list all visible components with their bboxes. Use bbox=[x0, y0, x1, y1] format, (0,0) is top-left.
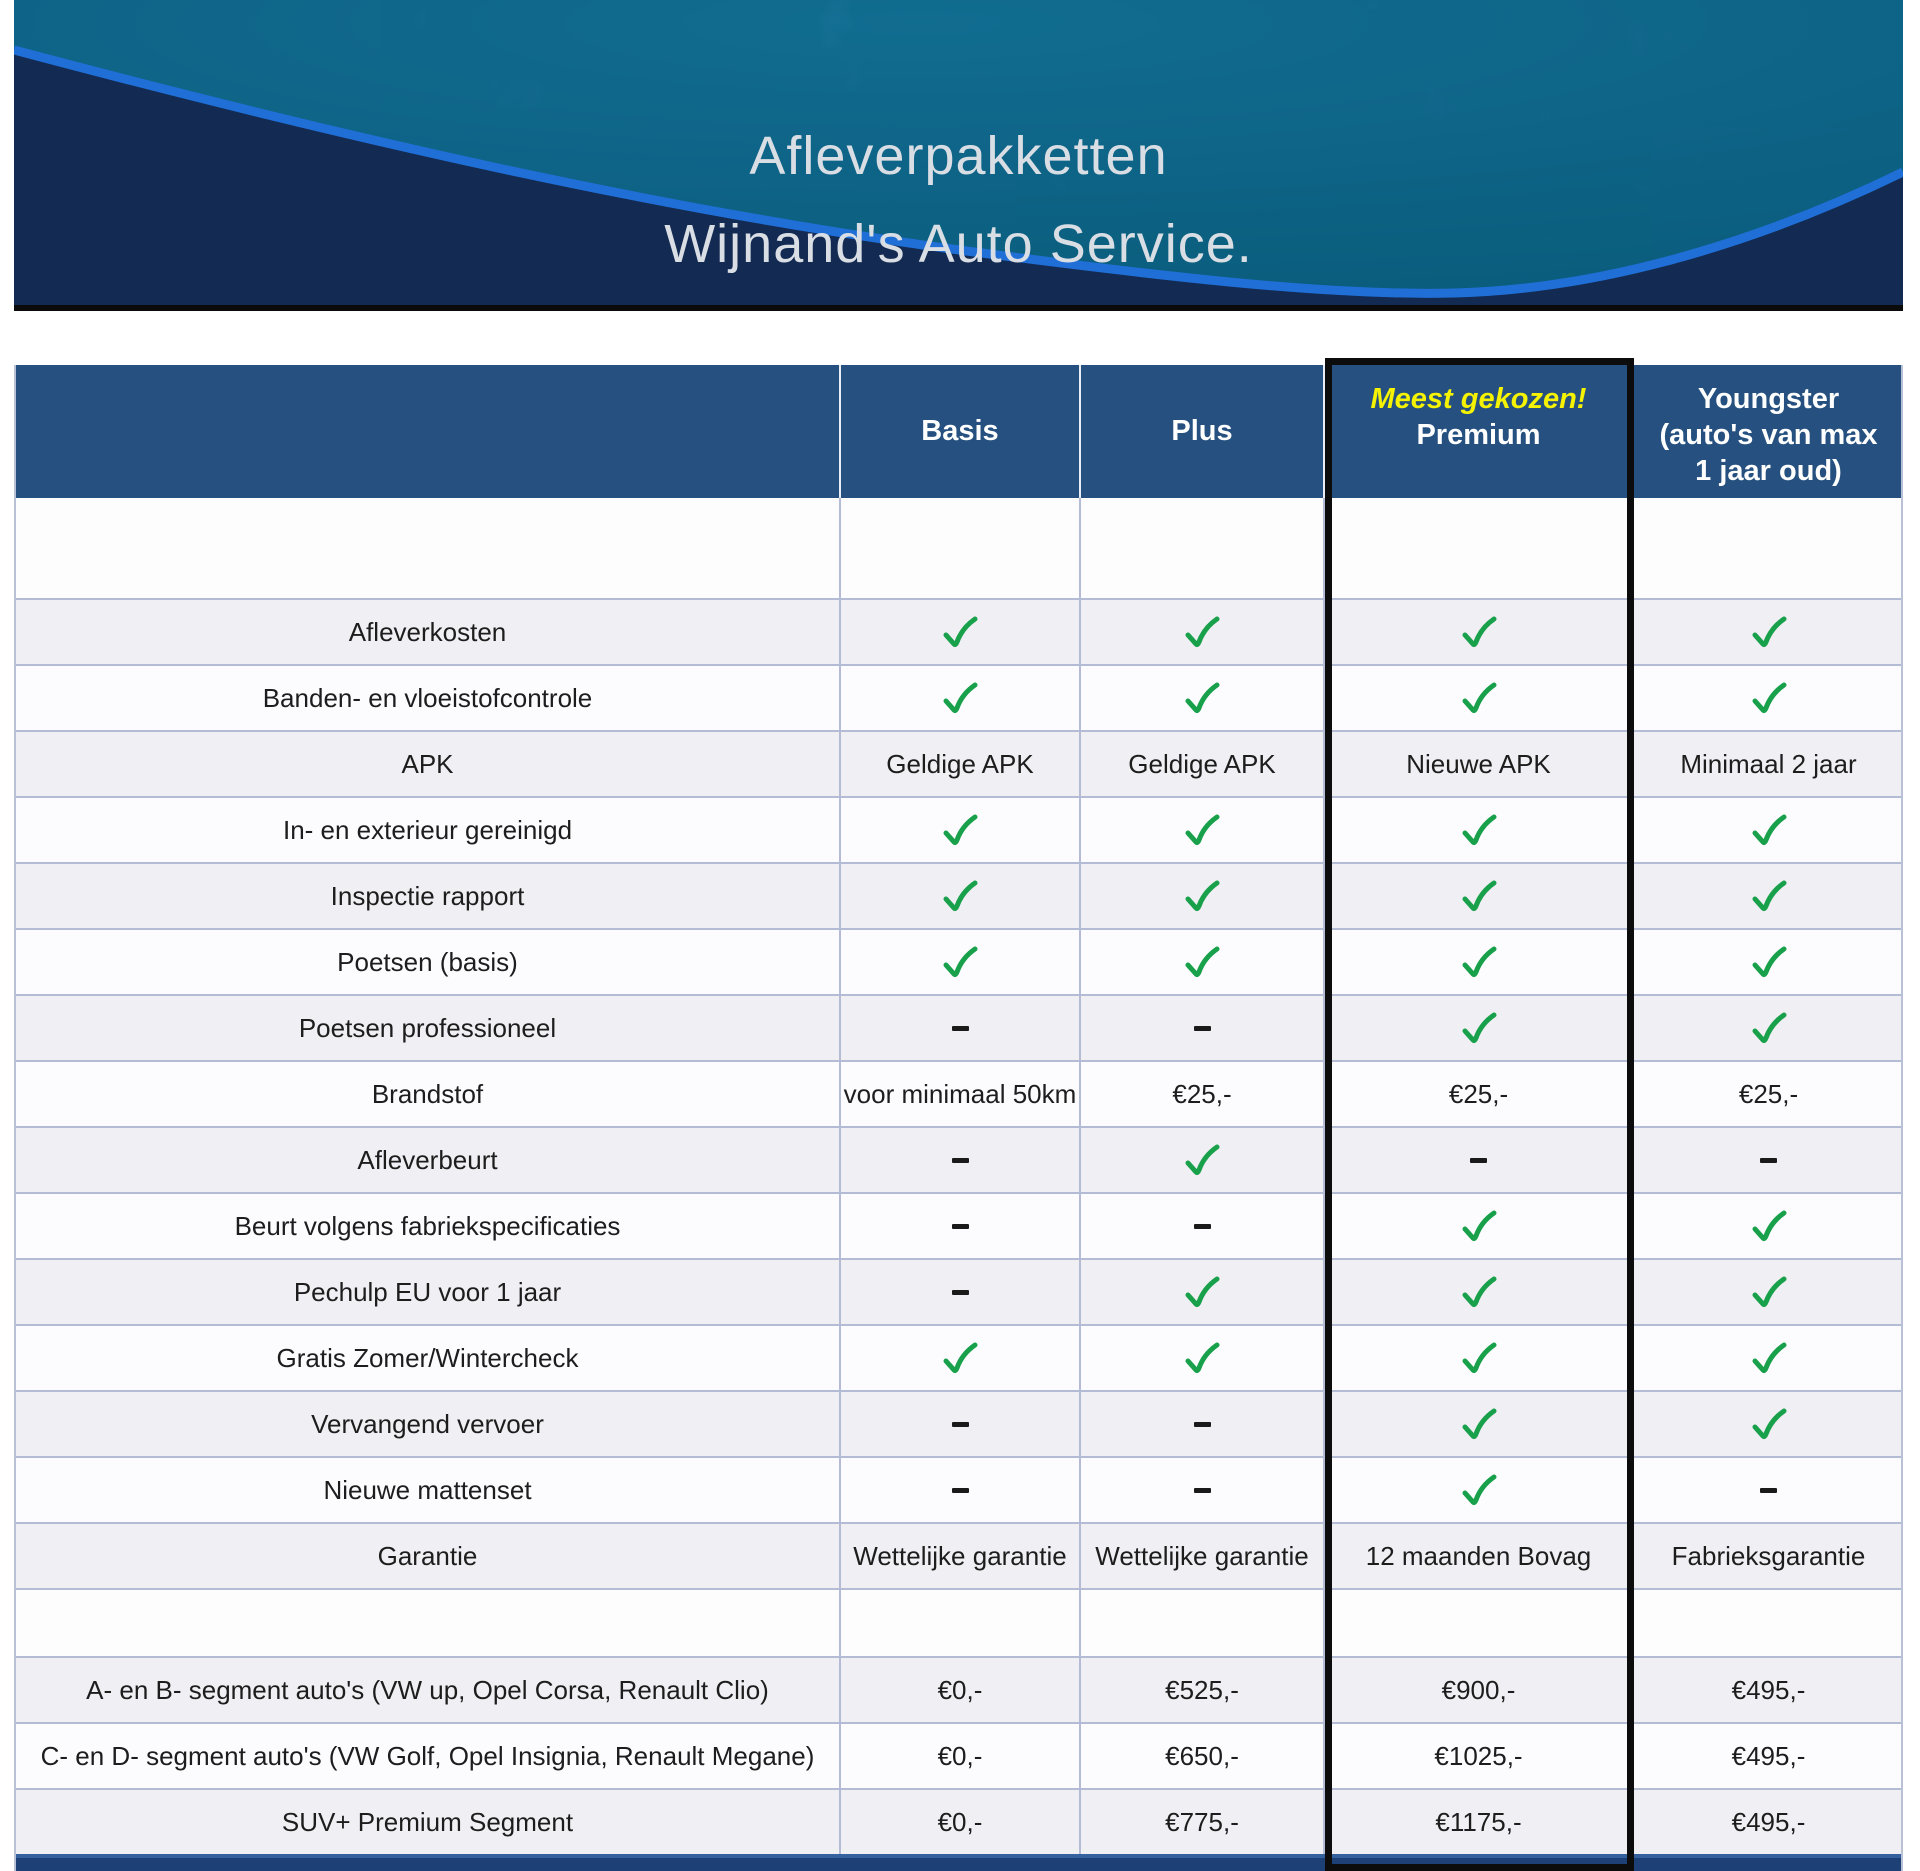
feature-label: Gratis Zomer/Wintercheck bbox=[276, 1342, 579, 1373]
value-cell-premium bbox=[1323, 930, 1632, 994]
check-icon bbox=[1183, 814, 1221, 847]
header-premium-label: Premium bbox=[1416, 419, 1541, 451]
check-icon bbox=[1750, 616, 1788, 649]
feature-label: Brandstof bbox=[371, 1078, 484, 1109]
feature-row bbox=[16, 1192, 1901, 1258]
dash-icon bbox=[1194, 1224, 1211, 1229]
empty-cell-youngster bbox=[1632, 1590, 1903, 1656]
check-icon bbox=[1460, 1276, 1498, 1309]
banner bbox=[14, 0, 1903, 311]
value-cell-youngster bbox=[1632, 996, 1903, 1060]
feature-row bbox=[16, 730, 1901, 796]
value-cell-youngster bbox=[1632, 864, 1903, 928]
value-cell-plus bbox=[1079, 666, 1323, 730]
dash-icon bbox=[1470, 1158, 1487, 1163]
feature-row bbox=[16, 1456, 1901, 1522]
check-icon bbox=[941, 814, 979, 847]
value-cell-basis bbox=[839, 930, 1079, 994]
value-cell-basis bbox=[839, 666, 1079, 730]
title-line-1: Afleverpakketten bbox=[749, 126, 1168, 186]
value-cell-basis: €0,- bbox=[839, 1658, 1079, 1722]
value-cell-premium bbox=[1323, 600, 1632, 664]
value-cell-plus: €525,- bbox=[1079, 1658, 1323, 1722]
check-icon bbox=[1460, 880, 1498, 913]
empty-cell-plus bbox=[1079, 1590, 1323, 1656]
value-cell-premium bbox=[1323, 666, 1632, 730]
feature-row bbox=[16, 598, 1901, 664]
feature-row bbox=[16, 1522, 1901, 1588]
dash-icon bbox=[952, 1158, 969, 1163]
feature-label: Garantie bbox=[377, 1540, 478, 1571]
value-cell-plus: €650,- bbox=[1079, 1724, 1323, 1788]
value-cell-youngster: €495,- bbox=[1632, 1724, 1903, 1788]
feature-row bbox=[16, 1258, 1901, 1324]
dash-icon bbox=[1194, 1026, 1211, 1031]
feature-label: Poetsen professioneel bbox=[298, 1012, 557, 1043]
value-cell-basis: €0,- bbox=[839, 1724, 1079, 1788]
check-icon bbox=[1750, 1408, 1788, 1441]
check-icon bbox=[1750, 1342, 1788, 1375]
value-cell-premium bbox=[1323, 1260, 1632, 1324]
empty-cell bbox=[16, 498, 839, 598]
value-cell-basis bbox=[839, 1392, 1079, 1456]
value-cell-premium bbox=[1323, 1392, 1632, 1456]
check-icon bbox=[1460, 814, 1498, 847]
value-cell-plus bbox=[1079, 1392, 1323, 1456]
check-icon bbox=[941, 880, 979, 913]
value-cell-basis bbox=[839, 1260, 1079, 1324]
empty-cell bbox=[16, 1590, 839, 1656]
value-cell-premium bbox=[1323, 1128, 1632, 1192]
check-icon bbox=[1183, 880, 1221, 913]
value-cell-basis: Geldige APK bbox=[839, 732, 1079, 796]
check-icon bbox=[1750, 1210, 1788, 1243]
dash-icon bbox=[952, 1422, 969, 1427]
value-cell-premium: Nieuwe APK bbox=[1323, 732, 1632, 796]
value-cell-premium bbox=[1323, 1458, 1632, 1522]
value-cell-plus bbox=[1079, 1458, 1323, 1522]
dash-icon bbox=[1194, 1422, 1211, 1427]
check-icon bbox=[941, 616, 979, 649]
spacer-row bbox=[16, 1588, 1901, 1656]
table-body bbox=[16, 498, 1901, 1854]
most-chosen-badge: Meest gekozen! bbox=[1370, 383, 1587, 415]
value-cell-plus: €25,- bbox=[1079, 1062, 1323, 1126]
value-cell-plus bbox=[1079, 864, 1323, 928]
value-cell-premium bbox=[1323, 864, 1632, 928]
value-cell-youngster: Fabrieksgarantie bbox=[1632, 1524, 1903, 1588]
banner-title bbox=[14, 112, 1903, 288]
feature-row bbox=[16, 862, 1901, 928]
value-cell-premium: €900,- bbox=[1323, 1658, 1632, 1722]
feature-row bbox=[16, 1126, 1901, 1192]
check-icon bbox=[1750, 880, 1788, 913]
value-cell-plus bbox=[1079, 1260, 1323, 1324]
feature-label: A- en B- segment auto's (VW up, Opel Corsa, Renault Clio) bbox=[86, 1674, 769, 1705]
feature-label: Poetsen (basis) bbox=[337, 946, 518, 977]
value-cell-premium: 12 maanden Bovag bbox=[1323, 1524, 1632, 1588]
dash-icon bbox=[952, 1224, 969, 1229]
feature-row bbox=[16, 1060, 1901, 1126]
value-cell-plus bbox=[1079, 600, 1323, 664]
feature-label: Beurt volgens fabriekspecificaties bbox=[234, 1210, 621, 1241]
feature-label: Afleverkosten bbox=[348, 616, 507, 647]
check-icon bbox=[1460, 1408, 1498, 1441]
value-cell-basis bbox=[839, 996, 1079, 1060]
dash-icon bbox=[1194, 1488, 1211, 1493]
value-cell-youngster: €495,- bbox=[1632, 1790, 1903, 1854]
value-cell-plus: Geldige APK bbox=[1079, 732, 1323, 796]
dash-icon bbox=[1760, 1158, 1777, 1163]
value-cell-youngster: €25,- bbox=[1632, 1062, 1903, 1126]
title-line-2: Wijnand's Auto Service. bbox=[664, 214, 1253, 274]
check-icon bbox=[1460, 1342, 1498, 1375]
value-cell-premium bbox=[1323, 996, 1632, 1060]
header-feature-cell bbox=[16, 365, 839, 498]
check-icon bbox=[1460, 1474, 1498, 1507]
check-icon bbox=[1460, 946, 1498, 979]
check-icon bbox=[941, 1342, 979, 1375]
dash-icon bbox=[1760, 1488, 1777, 1493]
header-plus: Plus bbox=[1079, 365, 1323, 498]
value-cell-premium bbox=[1323, 1326, 1632, 1390]
feature-label: Afleverbeurt bbox=[357, 1144, 498, 1175]
feature-row bbox=[16, 994, 1901, 1060]
value-cell-plus bbox=[1079, 996, 1323, 1060]
feature-label: SUV+ Premium Segment bbox=[281, 1806, 574, 1837]
check-icon bbox=[1460, 682, 1498, 715]
value-cell-youngster bbox=[1632, 1260, 1903, 1324]
check-icon bbox=[1750, 682, 1788, 715]
value-cell-premium: €25,- bbox=[1323, 1062, 1632, 1126]
empty-cell-premium bbox=[1323, 498, 1632, 598]
value-cell-basis bbox=[839, 1128, 1079, 1192]
feature-label: Inspectie rapport bbox=[330, 880, 525, 911]
feature-label: Nieuwe mattenset bbox=[323, 1474, 532, 1505]
pricing-table bbox=[14, 365, 1903, 1871]
check-icon bbox=[1750, 946, 1788, 979]
value-cell-premium bbox=[1323, 798, 1632, 862]
price-row bbox=[16, 1722, 1901, 1788]
value-cell-plus bbox=[1079, 1326, 1323, 1390]
empty-cell-basis bbox=[839, 498, 1079, 598]
check-icon bbox=[1183, 946, 1221, 979]
check-icon bbox=[1183, 1276, 1221, 1309]
check-icon bbox=[1460, 1012, 1498, 1045]
price-row bbox=[16, 1656, 1901, 1722]
value-cell-premium: €1175,- bbox=[1323, 1790, 1632, 1854]
value-cell-youngster bbox=[1632, 1392, 1903, 1456]
check-icon bbox=[1750, 814, 1788, 847]
value-cell-basis bbox=[839, 798, 1079, 862]
empty-cell-youngster bbox=[1632, 498, 1903, 598]
check-icon bbox=[1750, 1276, 1788, 1309]
value-cell-plus bbox=[1079, 1128, 1323, 1192]
check-icon bbox=[941, 946, 979, 979]
header-youngster: Youngster (auto's van max 1 jaar oud) bbox=[1632, 365, 1903, 498]
feature-label: Banden- en vloeistofcontrole bbox=[262, 682, 593, 713]
value-cell-basis: €0,- bbox=[839, 1790, 1079, 1854]
value-cell-premium: €1025,- bbox=[1323, 1724, 1632, 1788]
feature-label: In- en exterieur gereinigd bbox=[282, 814, 573, 845]
check-icon bbox=[1183, 682, 1221, 715]
feature-row bbox=[16, 1324, 1901, 1390]
check-icon bbox=[1183, 1144, 1221, 1177]
feature-row bbox=[16, 928, 1901, 994]
feature-row bbox=[16, 664, 1901, 730]
value-cell-youngster bbox=[1632, 600, 1903, 664]
header-premium bbox=[1323, 365, 1632, 498]
check-icon bbox=[1183, 616, 1221, 649]
value-cell-youngster bbox=[1632, 1128, 1903, 1192]
value-cell-plus bbox=[1079, 798, 1323, 862]
value-cell-premium bbox=[1323, 1194, 1632, 1258]
check-icon bbox=[1750, 1012, 1788, 1045]
value-cell-youngster bbox=[1632, 1194, 1903, 1258]
value-cell-youngster bbox=[1632, 666, 1903, 730]
header-basis: Basis bbox=[839, 365, 1079, 498]
value-cell-basis bbox=[839, 600, 1079, 664]
empty-cell-plus bbox=[1079, 498, 1323, 598]
feature-label: Pechulp EU voor 1 jaar bbox=[293, 1276, 562, 1307]
check-icon bbox=[941, 682, 979, 715]
value-cell-plus: Wettelijke garantie bbox=[1079, 1524, 1323, 1588]
value-cell-youngster bbox=[1632, 1458, 1903, 1522]
spacer-row bbox=[16, 498, 1901, 598]
value-cell-youngster bbox=[1632, 1326, 1903, 1390]
check-icon bbox=[1460, 616, 1498, 649]
empty-cell-basis bbox=[839, 1590, 1079, 1656]
empty-cell-premium bbox=[1323, 1590, 1632, 1656]
value-cell-basis bbox=[839, 1326, 1079, 1390]
dash-icon bbox=[952, 1488, 969, 1493]
feature-label: APK bbox=[401, 748, 454, 779]
value-cell-basis: voor minimaal 50km bbox=[839, 1062, 1079, 1126]
value-cell-plus bbox=[1079, 930, 1323, 994]
value-cell-basis: Wettelijke garantie bbox=[839, 1524, 1079, 1588]
price-row bbox=[16, 1788, 1901, 1854]
value-cell-basis bbox=[839, 864, 1079, 928]
feature-label: C- en D- segment auto's (VW Golf, Opel Insignia, Renault Megane) bbox=[40, 1740, 815, 1771]
check-icon bbox=[1183, 1342, 1221, 1375]
table-bottom-bar bbox=[16, 1854, 1901, 1871]
value-cell-youngster bbox=[1632, 930, 1903, 994]
dash-icon bbox=[952, 1026, 969, 1031]
check-icon bbox=[1460, 1210, 1498, 1243]
value-cell-youngster: Minimaal 2 jaar bbox=[1632, 732, 1903, 796]
value-cell-basis bbox=[839, 1194, 1079, 1258]
feature-label: Vervangend vervoer bbox=[311, 1408, 544, 1439]
value-cell-plus: €775,- bbox=[1079, 1790, 1323, 1854]
table-header-row bbox=[16, 365, 1901, 498]
feature-row bbox=[16, 1390, 1901, 1456]
value-cell-basis bbox=[839, 1458, 1079, 1522]
value-cell-youngster: €495,- bbox=[1632, 1658, 1903, 1722]
value-cell-youngster bbox=[1632, 798, 1903, 862]
feature-row bbox=[16, 796, 1901, 862]
dash-icon bbox=[952, 1290, 969, 1295]
value-cell-plus bbox=[1079, 1194, 1323, 1258]
